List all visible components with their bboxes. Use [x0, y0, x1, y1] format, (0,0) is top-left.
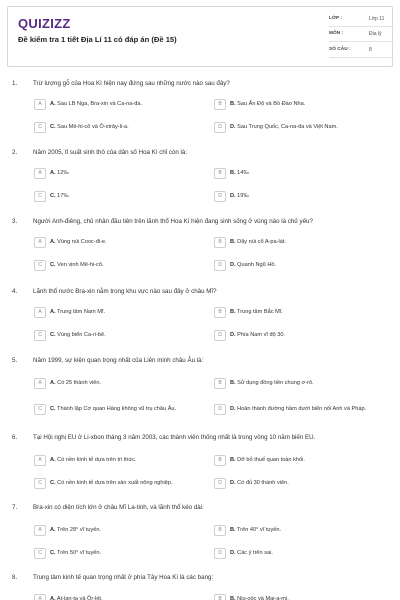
option-letter-box: C [34, 330, 46, 341]
option-d[interactable]: D D. Các ý trên sai. [214, 546, 389, 560]
option-text: Hoàn thành đường hầm dưới biển nối Anh và Pháp. [237, 405, 367, 412]
option-letter-box: D [214, 122, 226, 133]
question-number: 1. [12, 80, 18, 87]
option-text: Vùng biển Ca-ri-bê. [57, 331, 106, 338]
option-c[interactable]: C C. 17‰ [34, 189, 204, 203]
meta-subject-label: MÔN : [329, 31, 344, 36]
option-letter-box: C [34, 191, 46, 202]
option-letter-box: C [34, 404, 46, 415]
option-c[interactable]: C C. Trên 50° vĩ tuyến. [34, 546, 204, 560]
option-text: Có 25 thành viên. [57, 379, 102, 386]
question-text: Người Anh-điêng, chủ nhân đầu tiên trên lãnh thổ Hoa Kì hiện đang sinh sống ở vùng nào là chủ yếu? [33, 218, 313, 225]
option-letter-box: A [34, 455, 46, 466]
question-text: Trung tâm kinh tế quan trọng nhất ở phía Tây Hoa Kì là các bang: [33, 574, 214, 581]
option-letter-box: B [214, 307, 226, 318]
option-letter-box: C [34, 548, 46, 559]
option-text: Có nền kinh tế dựa trên sản xuất nông nghiệp. [57, 479, 173, 486]
option-text: Trên 50° vĩ tuyến. [57, 549, 102, 556]
option-text: At-lan-ta và Ôr-lét. [56, 595, 103, 600]
option-a[interactable]: A A. Sau LB Nga, Bra-xin và Ca-na-đa. [34, 97, 204, 111]
option-d[interactable]: D D. Quanh Ngũ Hồ. [214, 258, 389, 272]
meta-count-label: SỐ CÂU : [329, 47, 351, 52]
option-letter-box: B [214, 99, 226, 110]
option-text: Trung tâm Bắc Mĩ. [237, 308, 283, 315]
option-b[interactable]: B B. Sử dụng đồng tiền chung ơ-rô. [214, 376, 389, 390]
option-b[interactable]: B B. 14‰ [214, 166, 389, 180]
option-letter-box: B [214, 237, 226, 248]
option-letter-box: C [34, 478, 46, 489]
question-text: Lãnh thổ nước Bra-xin nằm trong khu vực nào sau đây ở châu Mĩ? [33, 288, 217, 295]
option-letter-box: A [34, 378, 46, 389]
option-text: Ven vịnh Mê-hi-cô. [57, 261, 104, 268]
option-text: Vùng núi Cooc-đi-e. [57, 238, 107, 245]
meta-subject [329, 31, 393, 43]
option-letter-box: D [214, 330, 226, 341]
option-d[interactable]: D D. Phía Nam vĩ độ 30. [214, 328, 389, 342]
option-letter-box: D [214, 478, 226, 489]
option-letter-box: D [214, 191, 226, 202]
option-text: Các ý trên sai. [237, 549, 273, 556]
question-number: 8. [12, 574, 18, 581]
question-text: Bra-xin có diện tích lớn ở châu Mĩ La-tinh, và lãnh thổ kéo dài: [33, 504, 204, 511]
meta-subject-value: Địa lý [369, 31, 382, 37]
option-d[interactable]: D D. Có đủ 30 thành viên. [214, 476, 389, 490]
meta-class-value: Lớp 11 [369, 16, 385, 22]
option-text: Niu-oóc và Mai-a-mi. [237, 595, 289, 600]
option-text: Phía Nam vĩ độ 30. [237, 331, 286, 338]
option-b[interactable]: B B. Trung tâm Bắc Mĩ. [214, 305, 389, 319]
option-text: Quanh Ngũ Hồ. [237, 261, 277, 268]
option-b[interactable]: B B. Sau Ấn Độ và Bồ Đào Nha. [214, 97, 389, 111]
option-text: 17‰ [57, 192, 69, 199]
option-b[interactable]: B B. Dỡ bỏ thuế quan toàn khối. [214, 453, 389, 467]
option-letter-box: D [214, 548, 226, 559]
option-text: Sử dụng đồng tiền chung ơ-rô. [237, 379, 314, 386]
option-a[interactable]: A A. 12‰ [34, 166, 204, 180]
option-c[interactable]: C C. Vùng biển Ca-ri-bê. [34, 328, 204, 342]
option-d[interactable]: D D. 19‰ [214, 189, 389, 203]
option-a[interactable]: A A. Vùng núi Cooc-đi-e. [34, 235, 204, 249]
option-a[interactable]: A A. Có 25 thành viên. [34, 376, 204, 390]
worksheet-header [7, 6, 393, 67]
option-text: Sau Ấn Độ và Bồ Đào Nha. [237, 100, 306, 107]
option-c[interactable]: C C. Thành lập Cơ quan Hàng không vũ trụ châu Âu. [34, 402, 204, 416]
quizizz-logo: QUIZIZZ [18, 16, 71, 31]
page-title: Đề kiểm tra 1 tiết Địa Lí 11 có đáp án (Đề 15) [18, 35, 177, 44]
option-letter-box: C [34, 260, 46, 271]
meta-divider [329, 26, 393, 27]
option-b[interactable]: B B. Dãy núi cổ A-pa-lát. [214, 235, 389, 249]
option-c[interactable]: C C. Ven vịnh Mê-hi-cô. [34, 258, 204, 272]
question-number: 2. [12, 149, 18, 156]
option-text: Sau Trung Quốc, Ca-na-đa và Việt Nam. [237, 123, 338, 130]
option-letter-box: D [214, 404, 226, 415]
option-text: 12‰ [57, 169, 69, 176]
option-d[interactable]: D D. Hoàn thành đường hầm dưới biển nối Anh và Pháp. [214, 399, 389, 419]
question-number: 7. [12, 504, 18, 511]
question-text: Tại Hội nghị EU ở Li-xbon tháng 3 năm 2003, các thành viên thống nhất là trong vòng 10 năm biến EU. [33, 434, 316, 441]
option-a[interactable]: A A. Có nền kinh tế dựa trên tri thức. [34, 453, 204, 467]
option-letter-box: A [34, 99, 46, 110]
option-text: Có đủ 30 thành viên. [237, 479, 289, 486]
meta-divider [329, 41, 393, 42]
question-number: 3. [12, 218, 18, 225]
option-letter-box: B [214, 168, 226, 179]
option-text: Dỡ bỏ thuế quan toàn khối. [237, 456, 305, 463]
option-a[interactable]: A A. Trung tâm Nam Mĩ. [34, 305, 204, 319]
option-text: 14‰ [237, 169, 249, 176]
meta-class [329, 16, 393, 28]
option-letter-box: D [214, 260, 226, 271]
option-letter-box: A [34, 525, 46, 536]
option-d[interactable]: D D. Sau Trung Quốc, Ca-na-đa và Việt Nam. [214, 120, 389, 134]
option-a[interactable]: A A. Trên 28° vĩ tuyến. [34, 523, 204, 537]
option-letter-box: B [214, 378, 226, 389]
question-number: 6. [12, 434, 18, 441]
meta-divider [329, 57, 393, 58]
option-letter-box: B [214, 525, 226, 536]
option-text: Sau LB Nga, Bra-xin và Ca-na-đa. [57, 100, 143, 107]
question-text: Năm 1999, sự kiện quan trọng nhất của Liên minh châu Âu là: [33, 357, 204, 364]
option-text: Trung tâm Nam Mĩ. [57, 308, 106, 315]
meta-count-value: 8 [369, 47, 372, 53]
option-a[interactable]: A A. At-lan-ta và Ôr-lét. [34, 592, 204, 600]
option-c[interactable]: C C. Có nền kinh tế dựa trên sản xuất nông nghiệp. [34, 476, 204, 490]
question-number: 4. [12, 288, 18, 295]
option-text: Có nền kinh tế dựa trên tri thức. [57, 456, 137, 463]
option-text: Thành lập Cơ quan Hàng không vũ trụ châu Âu. [57, 405, 177, 412]
option-letter-box: B [214, 594, 226, 600]
meta-class-label: LỚP : [329, 16, 343, 21]
option-letter-box: A [34, 594, 46, 600]
option-letter-box: A [34, 168, 46, 179]
option-letter-box: A [34, 307, 46, 318]
option-text: 19‰ [237, 192, 249, 199]
option-text: Trên 28° vĩ tuyến. [57, 526, 102, 533]
option-letter-box: A [34, 237, 46, 248]
option-c[interactable]: C C. Sau Mê-hi-cô và Ô-xtrây-li-a. [34, 120, 204, 134]
question-text: Năm 2005, tỉ suất sinh thô của dân số Hoa Kì chỉ còn là: [33, 149, 188, 156]
option-letter-box: C [34, 122, 46, 133]
option-b[interactable]: B B. Trên 40° vĩ tuyến. [214, 523, 389, 537]
option-text: Dãy núi cổ A-pa-lát. [237, 238, 286, 245]
question-text: Trừ lượng gỗ của Hoa Kì hiện nay đứng sau những nước nào sau đây? [33, 80, 230, 87]
meta-question-count [329, 47, 393, 59]
option-letter-box: B [214, 455, 226, 466]
option-text: Sau Mê-hi-cô và Ô-xtrây-li-a. [57, 123, 129, 130]
option-text: Trên 40° vĩ tuyến. [237, 526, 282, 533]
question-number: 5. [12, 357, 18, 364]
option-b[interactable]: B B. Niu-oóc và Mai-a-mi. [214, 592, 389, 600]
